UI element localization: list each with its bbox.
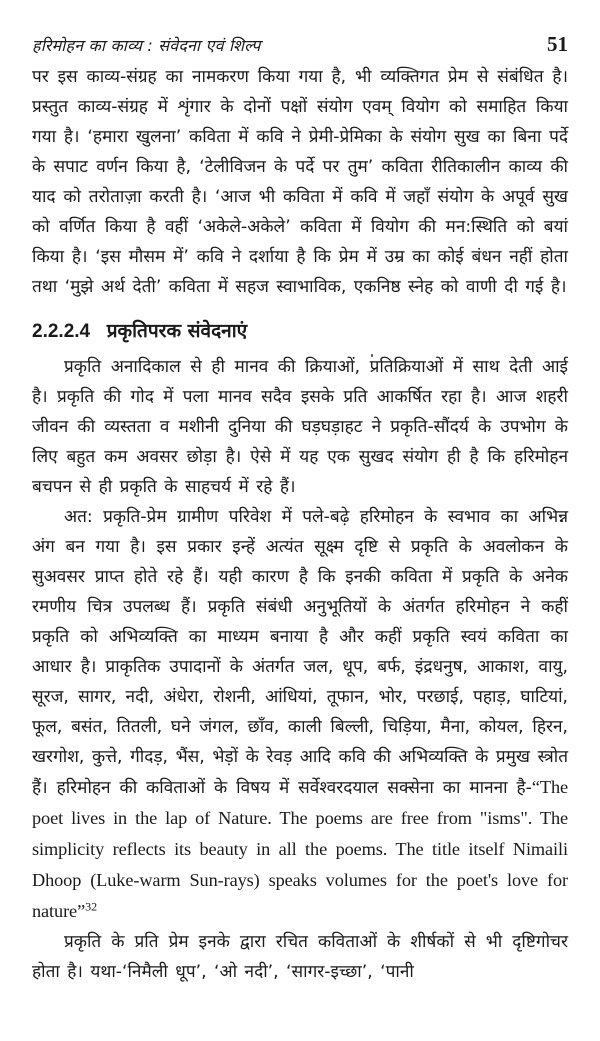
paragraph-1: पर इस काव्य-संग्रह का नामकरण किया गया है, भी व्यक्तिगत प्रेम से संबंधित है। प्रस्तुत काव्य-संग्रह में शृंगार के दोनों पक्षों संयोग एवम् वियोग को समाहित किया गया है। ‘हमारा खुलना’ कविता में कवि ने प्रेमी-प्रेमिका के संयोग सुख का बिना पर्दे के सपाट वर्णन किया है, ‘टेलीविजन के पर्दे पर तुम’ कविता रीतिकालीन काव्य की याद को तरोताज़ा करती है। ‘आज भी कविता में कवि में जहाँ संयोग के अपूर्व सुख को वर्णित किया है वहीं ‘अकेले-अकेले’ कविता में वियोग की मन:स्थिति को बयां किया है। ‘इस मौसम में’ कवि ने दर्शाया है कि प्रेम में उम्र का कोई बंधन नहीं होता तथा ‘मुझे अर्थ देती’ कविता में सहज स्वाभाविक, एकनिष्ठ स्नेह को वाणी दी गई है। <box>32 67 568 297</box>
running-title: हरिमोहन का काव्य : संवेदना एवं शिल्प <box>32 36 261 55</box>
running-header <box>32 32 568 62</box>
paragraph-3 <box>32 502 568 927</box>
page-number: 51 <box>547 32 568 56</box>
section-number: 2.2.2.4 <box>32 321 91 342</box>
footnote-reference: 32 <box>85 899 98 914</box>
scan-speck <box>371 354 373 357</box>
section-title: प्रकृतिपरक संवेदनाएं <box>106 320 248 342</box>
paragraph-4: प्रकृति के प्रति प्रेम इनके द्वारा रचित कविताओं के शीर्षकों से भी दृष्टिगोचर होता है। यथा-‘निमैली धूप’, ‘ओ नदी’, ‘सागर-इच्छा’, ‘पानी <box>32 932 568 982</box>
paragraph-2: प्रकृति अनादिकाल से ही मानव की क्रियाओं, प्रतिक्रियाओं में साथ देती आई है। प्रकृति की गोद में पला मानव सदैव इसके प्रति आकर्षित रहा है। आज शहरी जीवन की व्यस्तता व मशीनी दुनिया की घड़घड़ाहट ने प्रकृति-सौंदर्य के उपभोग के लिए बहुत कम अवसर छोड़ा है। ऐसे में यह एक सुखद संयोग ही है कि हरिमोहन बचपन से ही प्रकृति के साहचर्य में रहे हैं। <box>32 357 568 497</box>
paragraph-3-hindi: अत: प्रकृति-प्रेम ग्रामीण परिवेश में पले-बढ़े हरिमोहन के स्वभाव का अभिन्न अंग बन गया है। इस प्रकार इन्हें अत्यंत सूक्ष्म दृष्टि से प्रकृति के अवलोकन के सुअवसर प्राप्त होते रहे हैं। यही कारण है कि इनकी कविता में प्रकृति के अनेक रमणीय चित्र उपलब्ध हैं। प्रकृति संबंधी अनुभूतियों के अंतर्गत हरिमोहन ने कहीं प्रकृति को अभिव्यक्ति का माध्यम बनाया है और कहीं प्रकृति स्वयं कविता का आधार है। प्राकृतिक उपादानों के अंतर्गत जल, धूप, बर्फ, इंद्रधनुष, आकाश, वायु, सूरज, सागर, नदी, अंधेरा, रोशनी, आंधियां, तूफान, भोर, परछाई, पहाड़, घाटियां, फूल, बसंत, तितली, घने जंगल, छाँव, काली बिल्ली, चिड़िया, मैना, कोयल, हिरन, खरगोश, कुत्ते, गीदड़, भैंस, भेड़ों के रेवड़ आदि कवि की अभिव्यक्ति के प्रमुख स्त्रोत हैं। हरिमोहन की कविताओं के विषय में सर्वेश्वरदयाल सक्सेना का मानना है- <box>32 507 568 798</box>
book-page <box>32 32 568 987</box>
section-heading <box>32 316 568 346</box>
english-quotation: “The poet lives in the lap of Nature. The poems are free from "isms". The simplicity reflects its beauty in all the poems. The title itself Nimaili Dhoop (Luke-warm Sun-rays) speaks volumes for the poet's love for nature” <box>32 777 568 921</box>
